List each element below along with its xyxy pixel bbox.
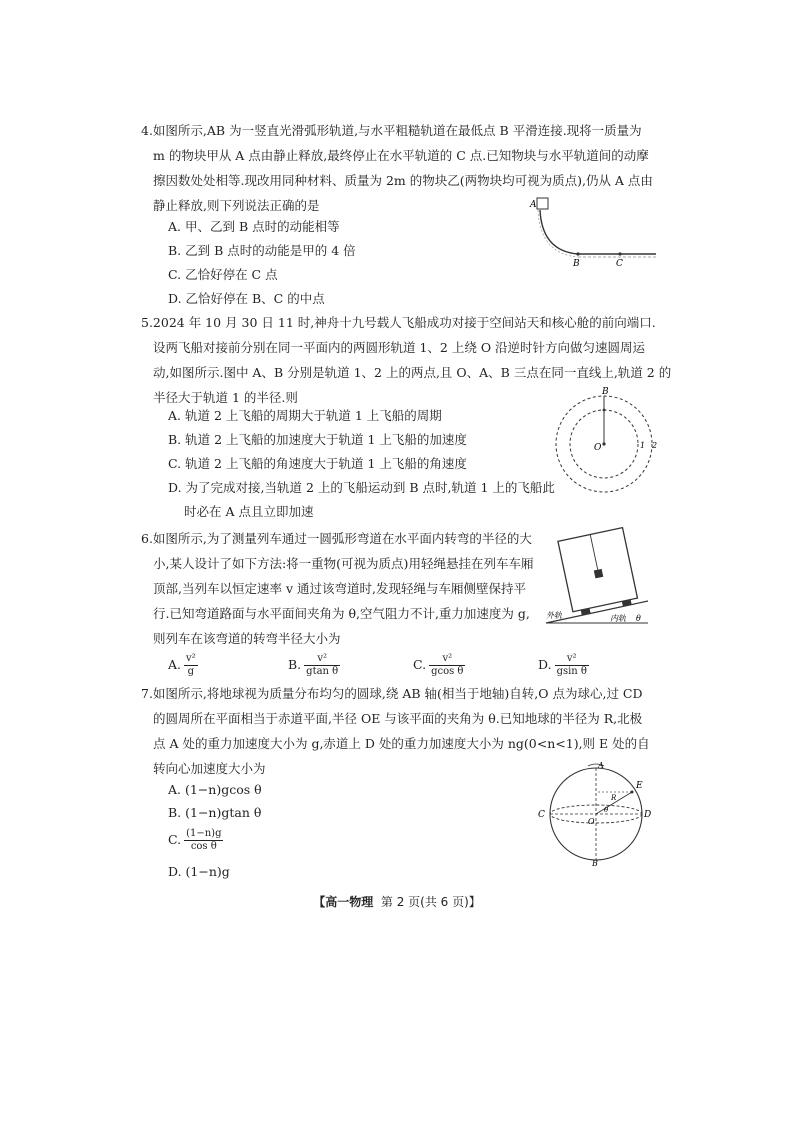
q6-option-c-den: gcos θ — [431, 666, 464, 677]
q4-figure-track — [528, 196, 658, 269]
q5-option-b[interactable]: B. 轨道 2 上飞船的加速度大于轨道 1 上飞船的加速度 — [168, 432, 467, 447]
q7-line-3: 点 A 处的重力加速度大小为 g,赤道上 D 处的重力加速度大小为 ng(0<n<1),则 E 处的自 — [153, 736, 650, 751]
q6-fig-label-theta: θ — [636, 614, 641, 623]
q6-option-a-num: v² — [186, 653, 196, 664]
q6-option-d-num: v² — [555, 653, 589, 666]
q5-line-2: 设两飞船对接前分别在同一平面内的两圆形轨道 1、2 上绕 O 沿逆时针方向做匀速圆周运 — [153, 340, 646, 355]
q6-option-c-num: v² — [429, 653, 465, 666]
q4-line-1: 4.如图所示,AB 为一竖直光滑弧形轨道,与水平粗糙轨道在最低点 B 平滑连接.现将一质量为 — [141, 123, 642, 138]
q7-option-a[interactable]: A. (1−n)gcos θ — [168, 782, 262, 797]
q6-option-b[interactable] — [288, 653, 340, 678]
q6-option-b-label: B. — [288, 657, 302, 672]
q7-option-c-num: (1−n)g — [186, 828, 222, 839]
q7-fig-label-b: B — [592, 859, 598, 868]
q6-option-a-label: A. — [168, 657, 182, 672]
footer-page-number: 第 2 页(共 6 页)】 — [380, 895, 481, 909]
q6-fig-label-outer: 外轨 — [546, 611, 562, 620]
q5-option-c[interactable]: C. 轨道 2 上飞船的角速度大于轨道 1 上飞船的角速度 — [168, 456, 467, 471]
q7-fig-label-o: O — [588, 817, 595, 826]
q5-fig-label-1: 1 — [640, 441, 646, 450]
q6-line-4: 行.已知弯道路面与水平面间夹角为 θ,空气阻力不计,重力加速度为 g, — [153, 606, 530, 621]
q5-line-4: 半径大于轨道 1 的半径.则 — [153, 390, 298, 405]
q6-figure-train — [544, 526, 650, 628]
q7-figure-earth — [534, 762, 660, 866]
footer-subject: 【高一物理 — [313, 895, 374, 909]
q7-fig-label-theta: θ — [604, 806, 609, 814]
q7-line-4: 转向心加速度大小为 — [153, 761, 266, 776]
q4-option-b[interactable]: B. 乙到 B 点时的动能是甲的 4 倍 — [168, 243, 356, 258]
q6-option-a[interactable] — [168, 653, 198, 678]
q6-option-a-den: g — [187, 666, 195, 677]
q4-fig-label-a: A — [530, 200, 537, 210]
q5-fig-label-o: O — [594, 443, 602, 453]
q7-line-2: 的圆周所在平面相当于赤道平面,半径 OE 与该平面的夹角为 θ.已知地球的半径为 R,北极 — [153, 711, 643, 726]
q5-figure-orbits — [548, 388, 660, 500]
q4-option-a[interactable]: A. 甲、乙到 B 点时的动能相等 — [168, 219, 340, 234]
q6-line-3: 顶部,当列车以恒定速率 v 通过该弯道时,发现轻绳与车厢侧壁保持平 — [153, 581, 526, 596]
q7-option-b[interactable]: B. (1−n)gtan θ — [168, 805, 262, 820]
q5-fig-label-2: 2 — [652, 441, 658, 450]
q5-option-d-cont: 时必在 A 点且立即加速 — [184, 504, 314, 519]
q6-line-1: 6.如图所示,为了测量列车通过一圆弧形弯道在水平面内转弯的半径的大 — [141, 531, 532, 546]
q6-option-d[interactable] — [538, 653, 589, 678]
q4-option-c[interactable]: C. 乙恰好停在 C 点 — [168, 267, 278, 282]
q5-fig-label-b: B — [602, 387, 609, 397]
q7-option-c-den: cos θ — [190, 841, 217, 852]
q7-option-d[interactable]: D. (1−n)g — [168, 864, 230, 879]
q6-option-b-den: gtan θ — [306, 666, 339, 677]
q4-fig-label-c: C — [616, 259, 623, 269]
q4-fig-label-b: B — [573, 259, 580, 269]
q6-option-d-den: gsin θ — [556, 666, 587, 677]
q6-option-c[interactable] — [413, 653, 465, 678]
q4-option-d[interactable]: D. 乙恰好停在 B、C 的中点 — [168, 291, 325, 306]
q7-fig-label-e: E — [636, 781, 643, 791]
q4-line-3: 擦因数处处相等.现改用同种材料、质量为 2m 的物块乙(两物块均可视为质点),仍从 A 点由 — [153, 173, 653, 188]
q7-option-c-label: C. — [168, 832, 182, 847]
q6-option-c-label: C. — [413, 657, 427, 672]
q5-option-a[interactable]: A. 轨道 2 上飞船的周期大于轨道 1 上飞船的周期 — [168, 408, 442, 423]
q5-option-d[interactable]: D. 为了完成对接,当轨道 2 上的飞船运动到 B 点时,轨道 1 上的飞船此 — [168, 480, 555, 495]
q6-fig-label-inner: 内轨 — [610, 614, 626, 623]
q6-line-5: 则列车在该弯道的转弯半径大小为 — [153, 631, 341, 646]
q6-line-2: 小,某人设计了如下方法:将一重物(可视为质点)用轻绳悬挂在列车车厢 — [153, 556, 534, 571]
q7-option-c[interactable] — [168, 828, 223, 853]
q6-option-d-label: D. — [538, 657, 552, 672]
q4-line-4: 静止释放,则下列说法正确的是 — [153, 198, 320, 213]
q7-fig-label-d: D — [644, 810, 652, 820]
q5-line-1: 5.2024 年 10 月 30 日 11 时,神舟十九号载人飞船成功对接于空间站天和核心舱的前向端口. — [141, 315, 656, 330]
q7-line-1: 7.如图所示,将地球视为质量分布均匀的圆球,绕 AB 轴(相当于地轴)自转,O 点为球心,过 CD — [141, 686, 643, 701]
q7-fig-label-c: C — [538, 810, 545, 820]
q5-line-3: 动,如图所示.图中 A、B 分别是轨道 1、2 上的两点,且 O、A、B 三点在同一直线上,轨道 2 的 — [153, 365, 672, 380]
page-footer — [0, 893, 794, 910]
q6-option-b-num: v² — [304, 653, 340, 666]
q7-fig-label-r: R — [611, 794, 617, 802]
q7-fig-label-a: A — [598, 761, 604, 770]
q4-line-2: m 的物块甲从 A 点由静止释放,最终停止在水平轨道的 C 点.已知物块与水平轨道间的动摩 — [153, 148, 649, 163]
